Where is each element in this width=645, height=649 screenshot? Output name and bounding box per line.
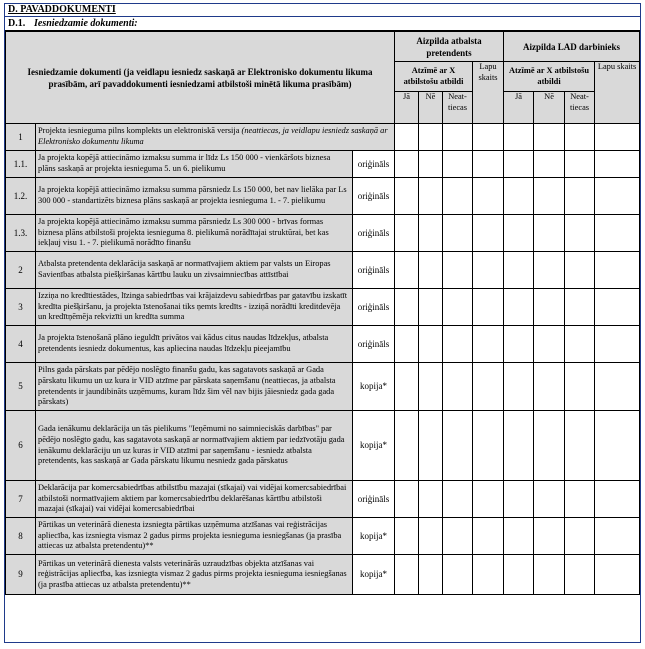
applicant-pages-cell[interactable] xyxy=(473,555,504,595)
applicant-yes-cell[interactable] xyxy=(395,555,419,595)
row-number: 1 xyxy=(6,124,36,151)
header-lad-yes: Jā xyxy=(504,92,534,124)
table-row xyxy=(6,411,640,481)
row-text: Projekta iesnieguma pilns komplekts un elektroniskā versija xyxy=(38,126,240,136)
table-row xyxy=(6,252,640,289)
row-number: 1.1. xyxy=(6,151,36,178)
lad-na-cell[interactable] xyxy=(565,481,595,518)
subsection-title xyxy=(5,17,640,31)
row-status: oriģināls xyxy=(353,215,395,252)
header-applicant-na: Neat-tiecas xyxy=(443,92,473,124)
applicant-yes-cell[interactable] xyxy=(395,363,419,411)
lad-yes-cell[interactable] xyxy=(504,555,534,595)
applicant-no-cell[interactable] xyxy=(419,215,443,252)
applicant-no-cell[interactable] xyxy=(419,178,443,215)
header-main: Iesniedzamie dokumenti (ja veidlapu iesniedz saskaņā ar Elektronisko dokumentu likuma prasībām, arī pavaddokumenti iesniedzami atbilstoši minētā likuma prasībām) xyxy=(6,32,395,124)
applicant-na-cell[interactable] xyxy=(443,326,473,363)
table-row xyxy=(6,124,640,151)
row-description: Atbalsta pretendenta deklarācija saskaņā ar normatīvajiem aktiem par valsts un Eiropas Savienības atbalsta piešķiršanas kārtību lauku un zivsaimniecības attīstībai xyxy=(36,252,353,289)
table-row xyxy=(6,215,640,252)
header-applicant-mark: Atzīmē ar X atbilstošu atbildi xyxy=(395,62,473,92)
row-description: Pilns gada pārskats par pēdējo noslēgto finanšu gadu, kas sagatavots saskaņā ar Gada pārskatu likumu un uz kura ir VID atzīme par pārskata saņemšanu (neattiecas, ja atbalsta pretendents ir jaundibināts uzņēmums, kuram līdz šim vēl nav bijis jāiesniedz gada gada pārskats) xyxy=(36,363,353,411)
lad-yes-cell[interactable] xyxy=(504,151,534,178)
lad-no-cell[interactable] xyxy=(534,252,565,289)
table-row xyxy=(6,555,640,595)
row-number: 5 xyxy=(6,363,36,411)
applicant-na-cell[interactable] xyxy=(443,252,473,289)
lad-na-cell[interactable] xyxy=(565,411,595,481)
lad-no-cell[interactable] xyxy=(534,151,565,178)
applicant-no-cell[interactable] xyxy=(419,151,443,178)
row-status: oriģināls xyxy=(353,178,395,215)
applicant-yes-cell[interactable] xyxy=(395,252,419,289)
applicant-pages-cell[interactable] xyxy=(473,289,504,326)
lad-na-cell[interactable] xyxy=(565,215,595,252)
lad-pages-cell[interactable] xyxy=(595,518,640,555)
row-number: 1.3. xyxy=(6,215,36,252)
applicant-no-cell[interactable] xyxy=(419,363,443,411)
applicant-na-cell[interactable] xyxy=(443,151,473,178)
applicant-na-cell[interactable] xyxy=(443,411,473,481)
table-row xyxy=(6,326,640,363)
lad-yes-cell[interactable] xyxy=(504,326,534,363)
lad-no-cell[interactable] xyxy=(534,481,565,518)
header-lad-pages: Lapu skaits xyxy=(595,62,640,124)
lad-pages-cell[interactable] xyxy=(595,178,640,215)
lad-na-cell[interactable] xyxy=(565,124,595,151)
table-row xyxy=(6,518,640,555)
row-number: 3 xyxy=(6,289,36,326)
row-number: 8 xyxy=(6,518,36,555)
lad-no-cell[interactable] xyxy=(534,289,565,326)
row-description: Pārtikas un veterinārā dienesta izsniegta pārtikas uzņēmuma atzīšanas vai reģistrācijas apliecība, kas izsniegta vismaz 2 gadus pirms projekta iesnieguma iesniegšanas (ja prasība attiecas uz atbalsta pretendentu)** xyxy=(36,518,353,555)
applicant-yes-cell[interactable] xyxy=(395,411,419,481)
row-description: Ja projekta kopējā attiecināmo izmaksu summa ir līdz Ls 150 000 - vienkāršots biznesa plāns saskaņā ar projekta iesnieguma 5. un 6. pielikumu xyxy=(36,151,353,178)
applicant-yes-cell[interactable] xyxy=(395,151,419,178)
lad-pages-cell[interactable] xyxy=(595,252,640,289)
row-status: kopija* xyxy=(353,518,395,555)
row-status: oriģināls xyxy=(353,481,395,518)
lad-pages-cell[interactable] xyxy=(595,289,640,326)
applicant-pages-cell[interactable] xyxy=(473,178,504,215)
lad-yes-cell[interactable] xyxy=(504,215,534,252)
lad-yes-cell[interactable] xyxy=(504,518,534,555)
applicant-pages-cell[interactable] xyxy=(473,481,504,518)
applicant-na-cell[interactable] xyxy=(443,363,473,411)
row-number: 6 xyxy=(6,411,36,481)
applicant-no-cell[interactable] xyxy=(419,555,443,595)
row-number: 4 xyxy=(6,326,36,363)
row-status: oriģināls xyxy=(353,289,395,326)
lad-yes-cell[interactable] xyxy=(504,252,534,289)
lad-na-cell[interactable] xyxy=(565,555,595,595)
applicant-yes-cell[interactable] xyxy=(395,518,419,555)
applicant-no-cell[interactable] xyxy=(419,326,443,363)
lad-na-cell[interactable] xyxy=(565,252,595,289)
row-number: 9 xyxy=(6,555,36,595)
applicant-pages-cell[interactable] xyxy=(473,411,504,481)
applicant-na-cell[interactable] xyxy=(443,555,473,595)
lad-no-cell[interactable] xyxy=(534,215,565,252)
header-applicant-pages: Lapu skaits xyxy=(473,62,504,124)
lad-na-cell[interactable] xyxy=(565,178,595,215)
table-row xyxy=(6,178,640,215)
table-row xyxy=(6,363,640,411)
lad-na-cell[interactable] xyxy=(565,289,595,326)
lad-na-cell[interactable] xyxy=(565,151,595,178)
row-description: Pārtikas un veterinārā dienesta valsts veterinārās uzraudzības objekta atzīšanas vai reģistrācijas apliecība, kas izsniegta vismaz 2 gadus pirms projekta iesnieguma iesniegšanas (ja prasība attiecas uz atbalsta pretendentu)** xyxy=(36,555,353,595)
header-applicant-group: Aizpilda atbalsta pretendents xyxy=(395,32,504,62)
row-status: oriģināls xyxy=(353,326,395,363)
lad-pages-cell[interactable] xyxy=(595,326,640,363)
row-description: Deklarācija par komercsabiedrības atbilstību mazajai (sīkajai) vai vidējai komercsabiedrībai atbilstoši normatīvajiem aktiem par komercsabiedrību deklarēšanas kārtību atbilstoši mazajai (sīkajai) vai vidējai komercsabiedrībai xyxy=(36,481,353,518)
table-row xyxy=(6,289,640,326)
applicant-pages-cell[interactable] xyxy=(473,252,504,289)
lad-na-cell[interactable] xyxy=(565,518,595,555)
applicant-yes-cell[interactable] xyxy=(395,326,419,363)
applicant-no-cell[interactable] xyxy=(419,518,443,555)
header-lad-group: Aizpilda LAD darbinieks xyxy=(504,32,640,62)
lad-no-cell[interactable] xyxy=(534,363,565,411)
lad-pages-cell[interactable] xyxy=(595,411,640,481)
header-applicant-no: Nē xyxy=(419,92,443,124)
document-page xyxy=(4,3,641,643)
table-row xyxy=(6,481,640,518)
applicant-yes-cell[interactable] xyxy=(395,481,419,518)
applicant-na-cell[interactable] xyxy=(443,215,473,252)
row-note: (neattiecas, ja veidlapu iesniedz saskaņā ar Elektronisko dokumentu likuma xyxy=(38,126,388,146)
row-status: oriģināls xyxy=(353,252,395,289)
row-description: Gada ienākumu deklarācija un tās pielikums "Ieņēmumi no saimnieciskās darbības" par pēdējo noslēgto gadu, kas sagatavota saskaņā ar normatīvajiem aktiem par iedzīvotāju gada ienākumu deklarāciju un uz kuras ir VID atzīmi par saņemšanu - iesniedz atbalsta pretendents, kas saskaņā ar Gada pārskatu likumu nesniedz gada pārskatus xyxy=(36,411,353,481)
lad-pages-cell[interactable] xyxy=(595,555,640,595)
header-lad-mark: Atzīmē ar X atbilstošu atbildi xyxy=(504,62,595,92)
applicant-pages-cell[interactable] xyxy=(473,215,504,252)
lad-pages-cell[interactable] xyxy=(595,151,640,178)
row-status: kopija* xyxy=(353,363,395,411)
lad-no-cell[interactable] xyxy=(534,124,565,151)
lad-yes-cell[interactable] xyxy=(504,124,534,151)
applicant-yes-cell[interactable] xyxy=(395,289,419,326)
applicant-na-cell[interactable] xyxy=(443,481,473,518)
applicant-no-cell[interactable] xyxy=(419,252,443,289)
header-applicant-yes: Jā xyxy=(395,92,419,124)
subsection-index: D.1. xyxy=(8,18,26,29)
lad-na-cell[interactable] xyxy=(565,363,595,411)
row-number: 2 xyxy=(6,252,36,289)
header-lad-no: Nē xyxy=(534,92,565,124)
applicant-no-cell[interactable] xyxy=(419,289,443,326)
subsection-label: Iesniedzamie dokumenti: xyxy=(34,18,138,29)
applicant-pages-cell[interactable] xyxy=(473,124,504,151)
row-description xyxy=(36,124,395,151)
applicant-pages-cell[interactable] xyxy=(473,518,504,555)
row-description: Ja projekta īstenošanā plāno ieguldīt privātos vai kādus citus naudas līdzekļus, atbalsta pretendents iesniedz dokumentus, kas apliecina naudas līdzekļu pieejamību xyxy=(36,326,353,363)
header-lad-na: Neat-tiecas xyxy=(565,92,595,124)
lad-no-cell[interactable] xyxy=(534,178,565,215)
row-description: Ja projekta kopējā attiecināmo izmaksu summa pārsniedz Ls 150 000, bet nav lielāka par Ls 300 000 - standartizēts biznesa plāns saskaņā ar projekta iesnieguma 1. - 7. pielikumu xyxy=(36,178,353,215)
row-status: kopija* xyxy=(353,411,395,481)
applicant-na-cell[interactable] xyxy=(443,518,473,555)
applicant-pages-cell[interactable] xyxy=(473,151,504,178)
applicant-pages-cell[interactable] xyxy=(473,326,504,363)
lad-na-cell[interactable] xyxy=(565,326,595,363)
applicant-yes-cell[interactable] xyxy=(395,178,419,215)
lad-no-cell[interactable] xyxy=(534,411,565,481)
applicant-pages-cell[interactable] xyxy=(473,363,504,411)
applicant-yes-cell[interactable] xyxy=(395,124,419,151)
lad-yes-cell[interactable] xyxy=(504,178,534,215)
row-status: kopija* xyxy=(353,555,395,595)
row-description: Ja projekta kopējā attiecināmo izmaksu summa pārsniedz Ls 300 000 - brīvas formas biznesa plāns atbilstoši projekta iesnieguma 8. pielikumā norādītajai struktūrai, bet kas iekļauj visu 1. - 7. pielikumā norādīto finanšu xyxy=(36,215,353,252)
applicant-na-cell[interactable] xyxy=(443,289,473,326)
applicant-no-cell[interactable] xyxy=(419,411,443,481)
lad-yes-cell[interactable] xyxy=(504,363,534,411)
lad-yes-cell[interactable] xyxy=(504,481,534,518)
lad-no-cell[interactable] xyxy=(534,555,565,595)
section-title: D. PAVADDOKUMENTI xyxy=(5,4,640,17)
lad-yes-cell[interactable] xyxy=(504,411,534,481)
documents-table xyxy=(5,31,640,595)
table-row xyxy=(6,151,640,178)
lad-pages-cell[interactable] xyxy=(595,481,640,518)
lad-pages-cell[interactable] xyxy=(595,363,640,411)
row-number: 1.2. xyxy=(6,178,36,215)
applicant-no-cell[interactable] xyxy=(419,124,443,151)
applicant-yes-cell[interactable] xyxy=(395,215,419,252)
lad-no-cell[interactable] xyxy=(534,326,565,363)
lad-no-cell[interactable] xyxy=(534,518,565,555)
lad-pages-cell[interactable] xyxy=(595,215,640,252)
applicant-na-cell[interactable] xyxy=(443,124,473,151)
row-number: 7 xyxy=(6,481,36,518)
row-description: Izziņa no kredītiestādes, līzinga sabiedrības vai krājaizdevu sabiedrības par gatavību izskatīt kredīta piešķiršanu, ja projekta īstenošanai tiks ņemts kredīts - izziņā norādīti kreditdevēja un kredītņēmēja rekvizīti un kredīta summa xyxy=(36,289,353,326)
lad-yes-cell[interactable] xyxy=(504,289,534,326)
row-status: oriģināls xyxy=(353,151,395,178)
applicant-no-cell[interactable] xyxy=(419,481,443,518)
lad-pages-cell[interactable] xyxy=(595,124,640,151)
applicant-na-cell[interactable] xyxy=(443,178,473,215)
